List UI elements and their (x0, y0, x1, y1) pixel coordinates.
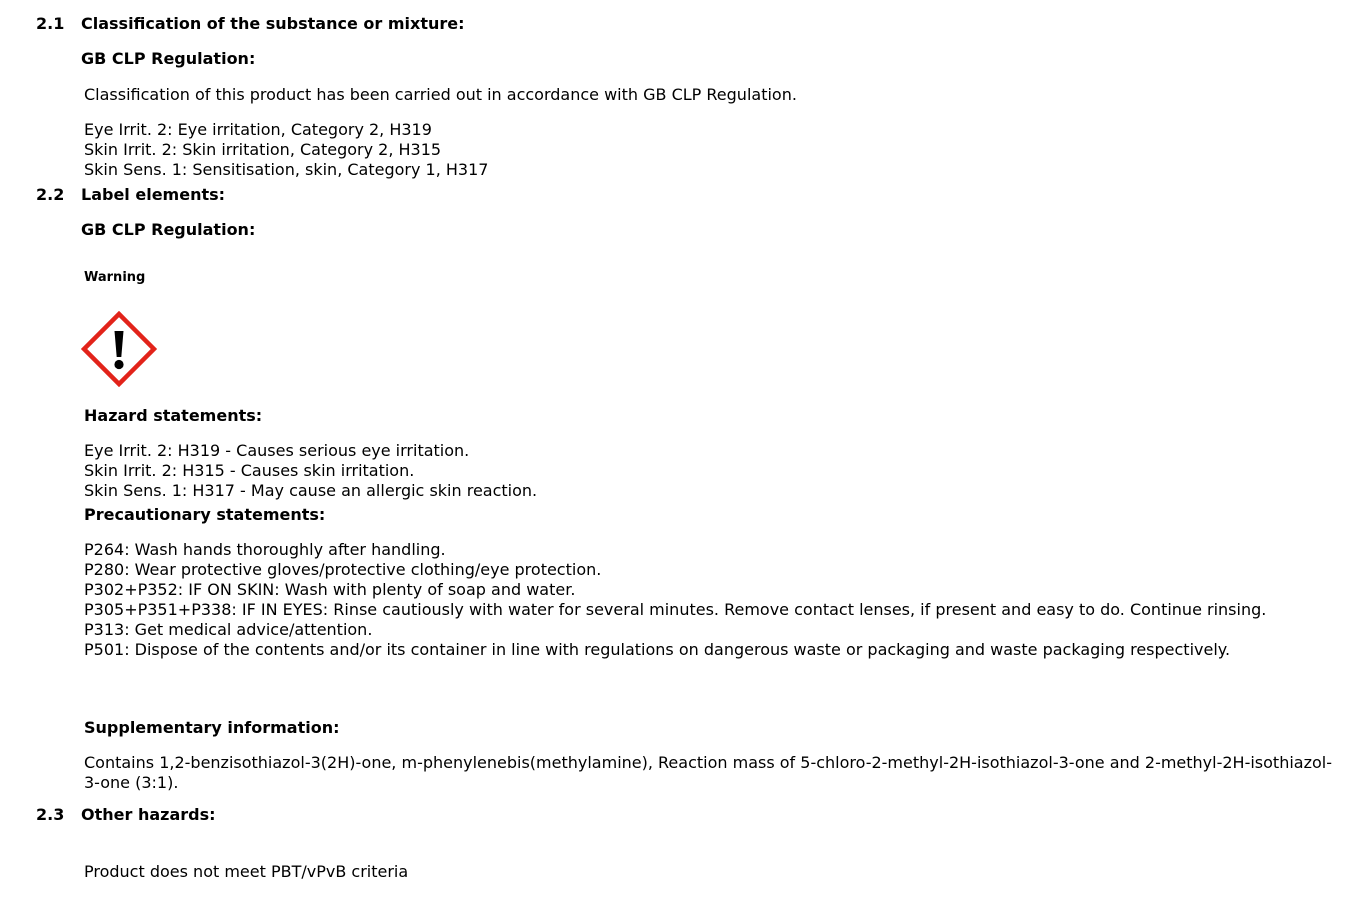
list-item: Eye Irrit. 2: Eye irritation, Category 2, H319 (84, 120, 432, 139)
list-item: Skin Sens. 1: H317 - May cause an allergic skin reaction. (84, 481, 538, 500)
list-item: P280: Wear protective gloves/protective clothing/eye protection. (84, 560, 602, 579)
list-item: P313: Get medical advice/attention. (84, 620, 373, 639)
list-item: P302+P352: IF ON SKIN: Wash with plenty of soap and water. (84, 580, 576, 599)
classification-intro: Classification of this product has been carried out in accordance with GB CLP Regulation. (84, 85, 797, 104)
regulation-heading: GB CLP Regulation: (81, 220, 256, 239)
supplementary-information-text: Contains 1,2-benzisothiazol-3(2H)-one, m-phenylenebis(methylamine), Reaction mass of 5-chloro-2-methyl-2H-isothiazol-3-one and 2-methyl-2H-isothiazol-3-one (3:1). (84, 753, 1332, 792)
precautionary-statements-heading: Precautionary statements: (84, 505, 326, 524)
section-number: 2.3 (36, 805, 65, 824)
section-number: 2.2 (36, 185, 65, 204)
list-item: P305+P351+P338: IF IN EYES: Rinse cautiously with water for several minutes. Remove contact lenses, if present and easy to do. Continue rinsing. (84, 600, 1267, 619)
signal-word: Warning (84, 270, 146, 285)
list-item: Skin Irrit. 2: H315 - Causes skin irritation. (84, 461, 415, 480)
list-item: Skin Irrit. 2: Skin irritation, Category 2, H315 (84, 140, 442, 159)
hazard-statements-list (84, 441, 1346, 501)
list-item: Skin Sens. 1: Sensitisation, skin, Category 1, H317 (84, 160, 489, 179)
section-number: 2.1 (36, 14, 65, 33)
hazard-statements-heading: Hazard statements: (84, 406, 263, 425)
other-hazards-text: Product does not meet PBT/vPvB criteria (84, 862, 409, 881)
exclamation-mark-hazard-pictogram (81, 311, 157, 387)
section-title: Classification of the substance or mixture: (81, 14, 465, 33)
section-title: Label elements: (81, 185, 226, 204)
list-item: P264: Wash hands thoroughly after handling. (84, 540, 446, 559)
list-item: Eye Irrit. 2: H319 - Causes serious eye irritation. (84, 441, 470, 460)
precautionary-statements-list (84, 540, 1346, 660)
list-item: P501: Dispose of the contents and/or its container in line with regulations on dangerous waste or packaging and waste packaging respectively. (84, 640, 1231, 659)
classification-list (84, 120, 1346, 180)
regulation-heading: GB CLP Regulation: (81, 49, 256, 68)
section-title: Other hazards: (81, 805, 216, 824)
supplementary-information-heading: Supplementary information: (84, 718, 340, 737)
